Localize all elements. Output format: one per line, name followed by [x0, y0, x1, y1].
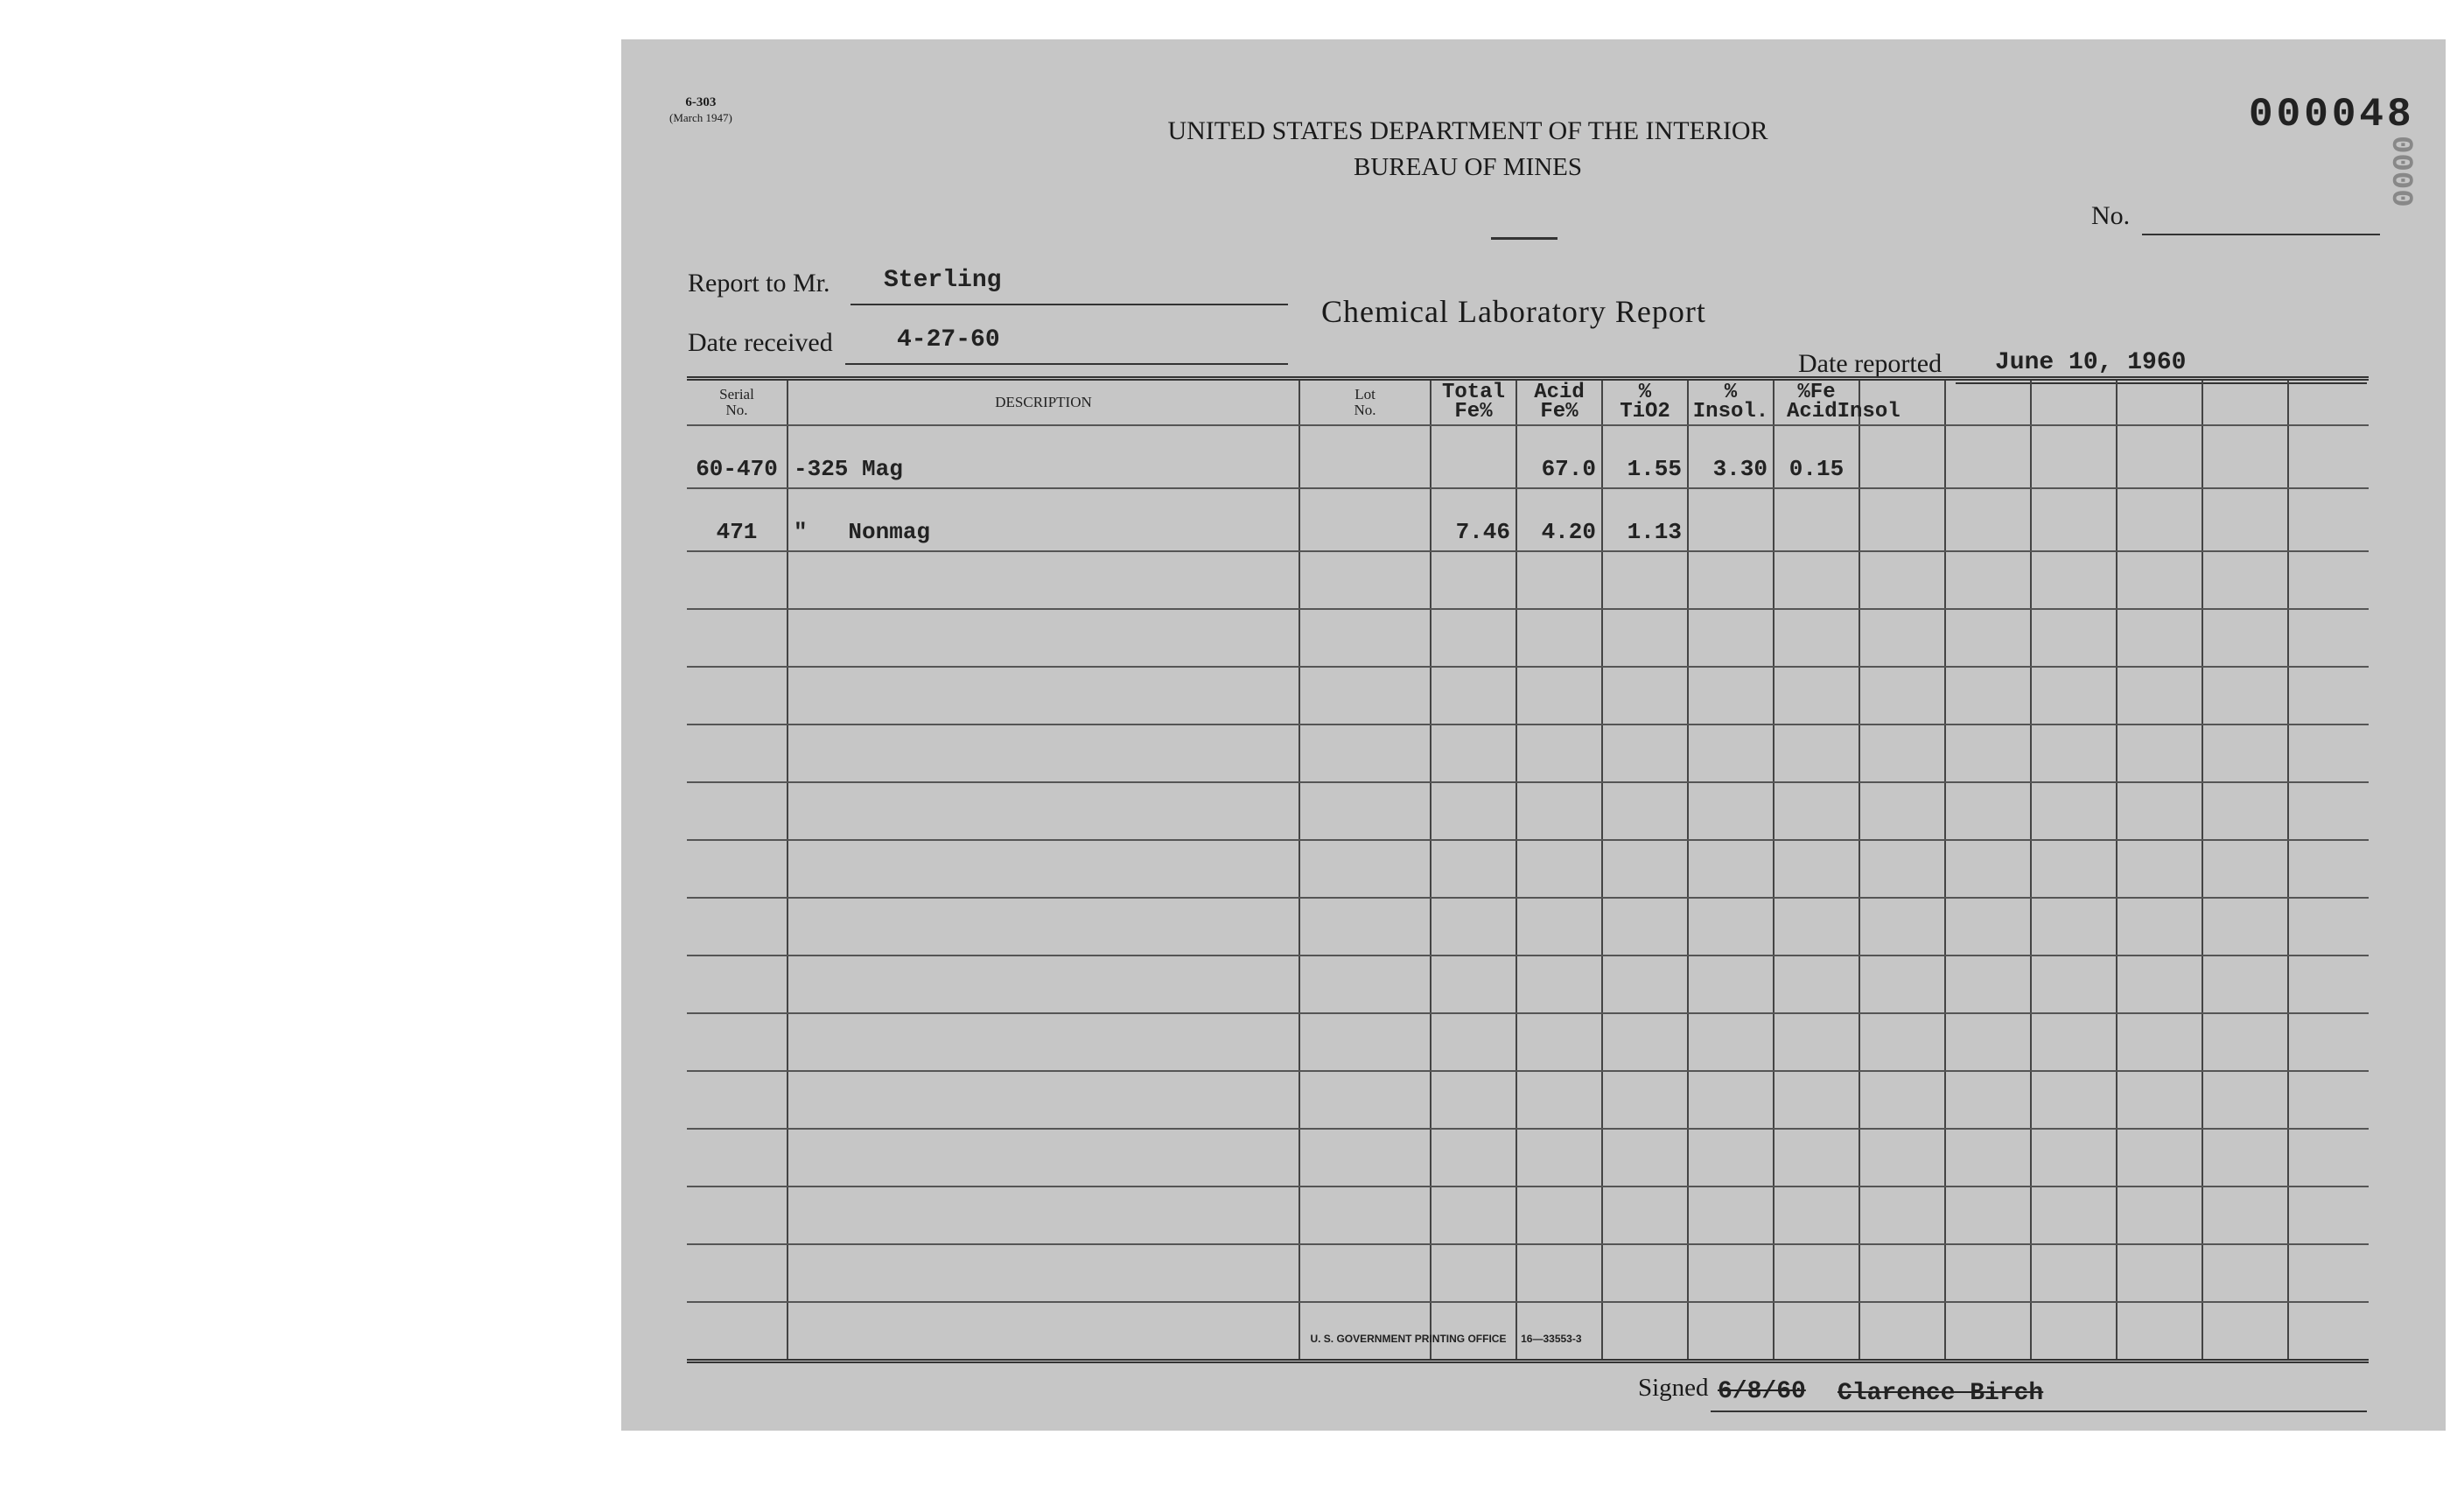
empty-cell: [2288, 551, 2369, 609]
empty-cell: [687, 956, 788, 1013]
date-received-line: [845, 363, 1288, 365]
cell-blank: [1945, 488, 2031, 551]
empty-cell: [2031, 840, 2117, 898]
cell-fe-acidinsol: [1774, 488, 1859, 551]
empty-row: [687, 1302, 2369, 1362]
empty-cell: [1602, 898, 1688, 956]
empty-cell: [1688, 840, 1774, 898]
empty-cell: [788, 1302, 1299, 1362]
empty-cell: [1688, 1013, 1774, 1071]
empty-cell: [788, 898, 1299, 956]
empty-cell: [1602, 1071, 1688, 1129]
empty-cell: [788, 1129, 1299, 1186]
header-blank: [2288, 379, 2369, 426]
cell-acid-fe: 4.20: [1516, 488, 1602, 551]
blank-rows: [687, 551, 2369, 1362]
header-fe-acidinsol: [1774, 379, 1900, 426]
no-label: No.: [2091, 201, 2131, 230]
empty-cell: [2288, 840, 2369, 898]
empty-cell: [1299, 1302, 1431, 1362]
empty-cell: [2031, 1071, 2117, 1129]
empty-row: [687, 898, 2369, 956]
date-received-value: 4-27-60: [897, 326, 1000, 354]
empty-cell: [2202, 551, 2288, 609]
empty-cell: [2202, 1129, 2288, 1186]
cell-tio2: 1.55: [1602, 425, 1688, 488]
empty-cell: [2288, 1071, 2369, 1129]
date-reported-label: Date reported: [1798, 349, 1942, 378]
empty-cell: [1431, 1244, 1516, 1302]
empty-cell: [1774, 724, 1859, 782]
cell-blank: [1945, 425, 2031, 488]
empty-cell: [2288, 956, 2369, 1013]
empty-cell: [687, 1244, 788, 1302]
empty-cell: [2202, 956, 2288, 1013]
bureau-heading: BUREAU OF MINES: [1353, 153, 1583, 181]
empty-cell: [2031, 1244, 2117, 1302]
header-serial-no: [687, 379, 788, 426]
empty-cell: [2117, 956, 2202, 1013]
empty-cell: [1602, 1302, 1688, 1362]
signed-label: Signed: [1638, 1374, 1709, 1402]
signed-name: Clarence Birch: [1838, 1380, 2044, 1407]
empty-cell: [1859, 1302, 1945, 1362]
empty-cell: [1774, 956, 1859, 1013]
empty-cell: [1688, 724, 1774, 782]
empty-cell: [2288, 724, 2369, 782]
empty-cell: [788, 1244, 1299, 1302]
empty-cell: [2031, 898, 2117, 956]
empty-cell: [1516, 1244, 1602, 1302]
empty-cell: [1859, 1013, 1945, 1071]
empty-cell: [687, 1071, 788, 1129]
empty-cell: [1945, 840, 2031, 898]
empty-cell: [1774, 667, 1859, 724]
empty-cell: [1688, 898, 1774, 956]
empty-cell: [1945, 782, 2031, 840]
empty-cell: [687, 782, 788, 840]
header-lot-no: [1299, 379, 1431, 426]
empty-cell: [1688, 782, 1774, 840]
empty-cell: [2288, 609, 2369, 667]
empty-cell: [1688, 956, 1774, 1013]
empty-row: [687, 1186, 2369, 1244]
empty-cell: [1774, 898, 1859, 956]
empty-cell: [1859, 898, 1945, 956]
header-blank: [2031, 379, 2117, 426]
empty-cell: [2288, 898, 2369, 956]
empty-cell: [2202, 1013, 2288, 1071]
empty-cell: [1516, 898, 1602, 956]
empty-cell: [1431, 956, 1516, 1013]
cell-fe-acidinsol: 0.15: [1774, 425, 1859, 488]
empty-cell: [2117, 1302, 2202, 1362]
signed-date: 6/8/60: [1718, 1378, 1806, 1405]
empty-row: [687, 1244, 2369, 1302]
empty-cell: [1602, 956, 1688, 1013]
empty-cell: [1945, 1129, 2031, 1186]
empty-cell: [1688, 1244, 1774, 1302]
empty-cell: [1945, 898, 2031, 956]
header-acid-fe-line1: Acid: [1534, 381, 1585, 404]
empty-cell: [1299, 1129, 1431, 1186]
header-blank: [1945, 379, 2031, 426]
empty-cell: [788, 1071, 1299, 1129]
cell-insol: 3.30: [1688, 425, 1774, 488]
empty-cell: [1945, 551, 2031, 609]
empty-row: [687, 609, 2369, 667]
empty-cell: [1299, 724, 1431, 782]
empty-cell: [1516, 551, 1602, 609]
empty-cell: [1602, 551, 1688, 609]
table-row: [687, 488, 2369, 551]
side-digits: 0000: [2384, 136, 2417, 207]
empty-cell: [2031, 551, 2117, 609]
empty-cell: [2031, 1302, 2117, 1362]
report-to-line: [850, 304, 1288, 305]
empty-cell: [687, 551, 788, 609]
empty-cell: [1774, 1071, 1859, 1129]
empty-cell: [1602, 1013, 1688, 1071]
empty-cell: [1945, 1013, 2031, 1071]
empty-cell: [1299, 1071, 1431, 1129]
form-number-code: 6-303: [685, 95, 717, 109]
empty-cell: [2202, 782, 2288, 840]
header-acid-fe: [1516, 379, 1602, 426]
empty-cell: [1431, 551, 1516, 609]
header-serial-line1: Serial: [719, 386, 754, 402]
empty-cell: [1516, 1129, 1602, 1186]
empty-cell: [1774, 1129, 1859, 1186]
empty-cell: [788, 1186, 1299, 1244]
cell-serial: 471: [687, 488, 788, 551]
header-description: DESCRIPTION: [788, 379, 1299, 426]
header-total-fe-line1: Total: [1441, 381, 1505, 404]
empty-cell: [1516, 724, 1602, 782]
empty-cell: [1602, 1129, 1688, 1186]
empty-cell: [788, 840, 1299, 898]
empty-row: [687, 1013, 2369, 1071]
empty-row: [687, 956, 2369, 1013]
empty-cell: [1688, 609, 1774, 667]
cell-total-fe: [1431, 425, 1516, 488]
empty-cell: [1431, 724, 1516, 782]
table-header-row: [687, 379, 2369, 426]
results-table: [687, 376, 2369, 1363]
empty-cell: [2117, 898, 2202, 956]
cell-serial: 60-470: [687, 425, 788, 488]
empty-cell: [2117, 609, 2202, 667]
empty-cell: [1431, 1186, 1516, 1244]
empty-cell: [2031, 1186, 2117, 1244]
empty-cell: [1299, 898, 1431, 956]
empty-cell: [687, 724, 788, 782]
empty-cell: [1774, 1302, 1859, 1362]
empty-cell: [1602, 609, 1688, 667]
empty-cell: [788, 609, 1299, 667]
empty-cell: [2031, 609, 2117, 667]
empty-cell: [1431, 609, 1516, 667]
heading-divider: [1491, 237, 1558, 240]
empty-cell: [1602, 1186, 1688, 1244]
printing-office-line: U. S. GOVERNMENT PRINTING OFFICE 16—33553-3: [1310, 1333, 1582, 1345]
empty-cell: [1602, 840, 1688, 898]
cell-insol: [1688, 488, 1774, 551]
cell-blank: [2031, 488, 2117, 551]
report-title: Chemical Laboratory Report: [1321, 294, 1706, 329]
empty-cell: [1431, 1129, 1516, 1186]
empty-cell: [1859, 1129, 1945, 1186]
empty-cell: [2117, 1071, 2202, 1129]
empty-cell: [1602, 782, 1688, 840]
empty-row: [687, 551, 2369, 609]
header-lot-line1: Lot: [1354, 386, 1376, 402]
empty-cell: [1859, 667, 1945, 724]
empty-cell: [2202, 724, 2288, 782]
empty-cell: [1945, 956, 2031, 1013]
empty-cell: [1859, 840, 1945, 898]
empty-cell: [2117, 840, 2202, 898]
empty-cell: [2117, 782, 2202, 840]
empty-row: [687, 1129, 2369, 1186]
empty-cell: [1945, 609, 2031, 667]
empty-cell: [2031, 667, 2117, 724]
empty-cell: [1516, 667, 1602, 724]
empty-cell: [1299, 782, 1431, 840]
empty-cell: [1516, 782, 1602, 840]
empty-cell: [1602, 667, 1688, 724]
empty-cell: [788, 1013, 1299, 1071]
empty-cell: [2288, 1244, 2369, 1302]
empty-row: [687, 840, 2369, 898]
cell-blank: [2202, 488, 2288, 551]
cell-blank: [2117, 488, 2202, 551]
empty-cell: [1859, 1244, 1945, 1302]
empty-cell: [2031, 1013, 2117, 1071]
header-fe-acidinsol-line2: AcidInsol: [1787, 400, 1900, 424]
empty-cell: [1431, 1071, 1516, 1129]
cell-lot: [1299, 488, 1431, 551]
empty-cell: [1774, 609, 1859, 667]
empty-cell: [1945, 1071, 2031, 1129]
empty-cell: [2031, 724, 2117, 782]
empty-cell: [1516, 1186, 1602, 1244]
header-blank: [2202, 379, 2288, 426]
empty-cell: [2202, 840, 2288, 898]
empty-cell: [1688, 667, 1774, 724]
empty-cell: [1431, 1302, 1516, 1362]
empty-cell: [1299, 840, 1431, 898]
cell-blank: [1859, 425, 1945, 488]
empty-cell: [1688, 551, 1774, 609]
signed-line: [1711, 1410, 2367, 1412]
empty-cell: [2202, 1186, 2288, 1244]
empty-cell: [2288, 1302, 2369, 1362]
empty-cell: [687, 1302, 788, 1362]
empty-row: [687, 667, 2369, 724]
empty-cell: [1774, 551, 1859, 609]
empty-cell: [1299, 667, 1431, 724]
cell-blank: [2288, 425, 2369, 488]
empty-cell: [687, 1186, 788, 1244]
empty-cell: [788, 724, 1299, 782]
empty-cell: [1516, 840, 1602, 898]
empty-cell: [687, 840, 788, 898]
empty-row: [687, 1071, 2369, 1129]
document-number: 000048: [2249, 92, 2415, 137]
empty-cell: [2117, 1186, 2202, 1244]
cell-total-fe: 7.46: [1431, 488, 1516, 551]
empty-cell: [687, 1013, 788, 1071]
empty-cell: [1299, 1186, 1431, 1244]
header-total-fe: [1431, 379, 1516, 426]
empty-cell: [1774, 1186, 1859, 1244]
empty-cell: [1774, 840, 1859, 898]
department-heading: UNITED STATES DEPARTMENT OF THE INTERIOR: [1167, 116, 1768, 145]
empty-cell: [1688, 1302, 1774, 1362]
form-edition: (March 1947): [669, 111, 732, 124]
empty-cell: [1859, 724, 1945, 782]
empty-cell: [1299, 1244, 1431, 1302]
header-acid-fe-line2: Fe%: [1540, 400, 1578, 424]
empty-cell: [687, 667, 788, 724]
empty-cell: [1431, 667, 1516, 724]
empty-cell: [1945, 1302, 2031, 1362]
empty-cell: [2117, 667, 2202, 724]
empty-cell: [2117, 1013, 2202, 1071]
header-tio2: [1602, 379, 1688, 426]
empty-cell: [1516, 1071, 1602, 1129]
empty-cell: [1431, 840, 1516, 898]
empty-cell: [1859, 782, 1945, 840]
header-tio2-line1: %: [1638, 381, 1652, 404]
empty-cell: [2202, 1071, 2288, 1129]
empty-cell: [2202, 1302, 2288, 1362]
empty-cell: [2288, 667, 2369, 724]
empty-cell: [1774, 1244, 1859, 1302]
empty-cell: [687, 609, 788, 667]
cell-acid-fe: 67.0: [1516, 425, 1602, 488]
empty-cell: [1299, 609, 1431, 667]
cell-tio2: 1.13: [1602, 488, 1688, 551]
no-field-line: [2142, 234, 2380, 235]
empty-cell: [1431, 898, 1516, 956]
report-to-value: Sterling: [884, 267, 1002, 294]
empty-cell: [788, 956, 1299, 1013]
cell-blank: [2202, 425, 2288, 488]
empty-cell: [1859, 956, 1945, 1013]
cell-lot: [1299, 425, 1431, 488]
cell-description: " Nonmag: [788, 488, 1299, 551]
report-to-label: Report to Mr.: [688, 269, 830, 298]
empty-cell: [2117, 1244, 2202, 1302]
empty-cell: [1431, 782, 1516, 840]
empty-cell: [1945, 724, 2031, 782]
empty-cell: [1516, 1302, 1602, 1362]
cell-blank: [2031, 425, 2117, 488]
empty-cell: [1688, 1071, 1774, 1129]
empty-cell: [1774, 1013, 1859, 1071]
empty-cell: [1945, 1244, 2031, 1302]
empty-cell: [2031, 1129, 2117, 1186]
empty-cell: [788, 782, 1299, 840]
empty-cell: [2031, 956, 2117, 1013]
empty-cell: [1688, 1129, 1774, 1186]
empty-cell: [1774, 782, 1859, 840]
empty-cell: [1516, 609, 1602, 667]
empty-cell: [1602, 1244, 1688, 1302]
empty-cell: [1431, 1013, 1516, 1071]
header-lot-line2: No.: [1354, 402, 1376, 418]
empty-cell: [1516, 956, 1602, 1013]
empty-row: [687, 782, 2369, 840]
empty-cell: [1299, 551, 1431, 609]
empty-cell: [2288, 1186, 2369, 1244]
empty-cell: [1945, 667, 2031, 724]
empty-cell: [1516, 1013, 1602, 1071]
header-total-fe-line2: Fe%: [1454, 400, 1493, 424]
cell-blank: [2288, 488, 2369, 551]
empty-cell: [2031, 782, 2117, 840]
table-row: [687, 425, 2369, 488]
empty-cell: [1859, 609, 1945, 667]
empty-cell: [2288, 782, 2369, 840]
empty-row: [687, 724, 2369, 782]
empty-cell: [687, 898, 788, 956]
header-insol-line1: %: [1724, 381, 1738, 404]
empty-cell: [1688, 1186, 1774, 1244]
empty-cell: [2288, 1013, 2369, 1071]
empty-cell: [2117, 551, 2202, 609]
header-serial-line2: No.: [725, 402, 748, 418]
empty-cell: [2117, 1129, 2202, 1186]
header-insol: [1688, 379, 1774, 426]
cell-blank: [1859, 488, 1945, 551]
empty-cell: [788, 667, 1299, 724]
header-fe-acidinsol-line1: %Fe: [1797, 381, 1836, 404]
empty-cell: [2117, 724, 2202, 782]
header-tio2-line2: TiO2: [1620, 400, 1670, 424]
header-blank: [2117, 379, 2202, 426]
date-reported-value: June 10, 1960: [1995, 349, 2187, 376]
date-received-label: Date received: [688, 328, 833, 357]
empty-cell: [1299, 956, 1431, 1013]
empty-cell: [2202, 1244, 2288, 1302]
empty-cell: [788, 551, 1299, 609]
empty-cell: [1945, 1186, 2031, 1244]
header-insol-line2: Insol.: [1692, 400, 1769, 424]
empty-cell: [1859, 1186, 1945, 1244]
empty-cell: [2202, 609, 2288, 667]
empty-cell: [687, 1129, 788, 1186]
empty-cell: [1859, 1071, 1945, 1129]
empty-cell: [1859, 551, 1945, 609]
empty-cell: [2288, 1129, 2369, 1186]
cell-description: -325 Mag: [788, 425, 1299, 488]
empty-cell: [2202, 667, 2288, 724]
empty-cell: [1602, 724, 1688, 782]
empty-cell: [2202, 898, 2288, 956]
lab-report-form: [621, 39, 2446, 1431]
cell-blank: [2117, 425, 2202, 488]
empty-cell: [1299, 1013, 1431, 1071]
